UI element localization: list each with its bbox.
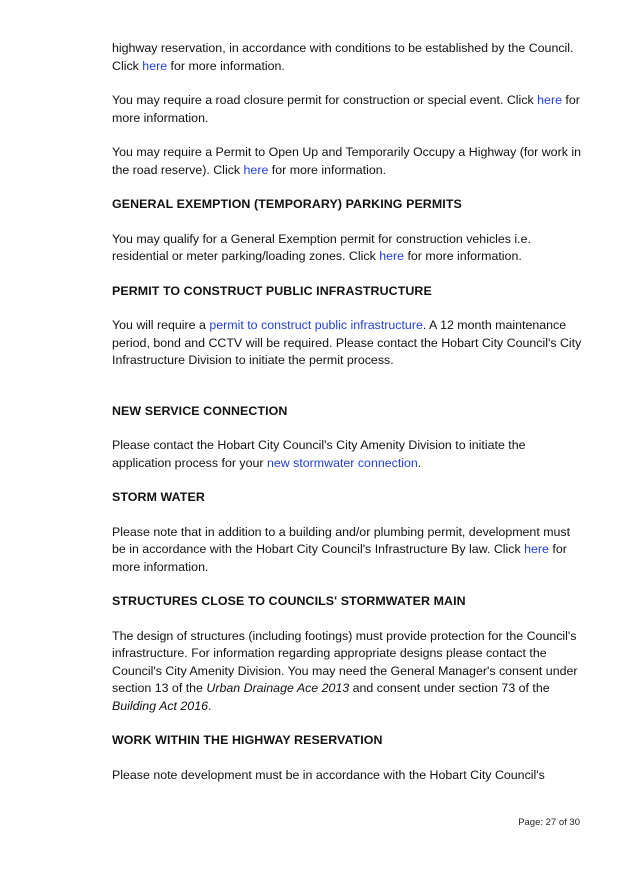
paragraph-general-exemption bbox=[112, 231, 584, 266]
paragraph-text: for more information. bbox=[112, 93, 580, 125]
stormwater-connection-link[interactable]: new stormwater connection bbox=[266, 455, 418, 470]
heading-public-infrastructure: PERMIT TO CONSTRUCT PUBLIC INFRASTRUCTURE bbox=[112, 283, 432, 298]
paragraph-highway-development bbox=[112, 767, 584, 785]
paragraph-structures-stormwater bbox=[112, 628, 584, 716]
paragraph-text: for more information. bbox=[268, 162, 387, 177]
paragraph-text: You may qualify for a General Exemption permit for construction vehicles i.e. residential or meter parking/loading zones. Click bbox=[112, 231, 531, 263]
act-title-building-act: Building Act 2016 bbox=[112, 698, 208, 713]
heading-new-service-connection: NEW SERVICE CONNECTION bbox=[112, 403, 288, 418]
here-link[interactable]: here bbox=[379, 249, 405, 263]
paragraph-text: for more information. bbox=[167, 58, 285, 73]
act-title-urban-drainage: Urban Drainage Ace 2013 bbox=[206, 681, 350, 695]
paragraph-text: . bbox=[207, 698, 212, 713]
page-content bbox=[112, 40, 584, 784]
here-link[interactable]: here bbox=[142, 58, 168, 73]
heading-highway-reservation: WORK WITHIN THE HIGHWAY RESERVATION bbox=[112, 733, 383, 747]
paragraph-text: You may require a Permit to Open Up and Temporarily Occupy a Highway (for work in the road reserve). Click bbox=[112, 145, 581, 177]
permit-link[interactable]: permit to construct public infrastructure bbox=[209, 318, 423, 332]
paragraph-text: for more information. bbox=[404, 249, 522, 263]
paragraph-road-closure bbox=[112, 92, 584, 127]
paragraph-text: Please contact the Hobart City Council's City Amenity Division to initiate the application process for your bbox=[112, 438, 526, 470]
paragraph-text: The design of structures (including footings) must provide protection for the Council's infrastructure. For information regarding appropriate designs please contact the Council's City Amenity Division. You may need the General Manager's consent under section 13 of the bbox=[112, 628, 578, 695]
paragraph-text: You will require a bbox=[112, 318, 210, 332]
here-link[interactable]: here bbox=[243, 162, 269, 177]
paragraph-highway-reservation-conditions bbox=[112, 40, 584, 75]
paragraph-text: . A 12 month maintenance period, bond and CCTV will be required. Please contact the Hobart City Council's City Infrastructure Division to initiate the permit process. bbox=[112, 318, 582, 367]
here-link[interactable]: here bbox=[537, 93, 562, 107]
page-number: Page: 27 of 30 bbox=[518, 817, 580, 828]
here-link[interactable]: here bbox=[524, 542, 549, 556]
paragraph-text: Please note that in addition to a building and/or plumbing permit, development must be in accordance with the Hobart City Council's Infrastructure By law. Click bbox=[112, 524, 571, 556]
paragraph-text: and consent under section 73 of the bbox=[349, 681, 550, 695]
paragraph-text: Please note development must be in accordance with the Hobart City Council's bbox=[112, 767, 545, 782]
heading-general-exemption: GENERAL EXEMPTION (TEMPORARY) PARKING PERMITS bbox=[112, 197, 462, 211]
heading-storm-water: STORM WATER bbox=[112, 490, 205, 504]
paragraph-storm-water bbox=[112, 524, 584, 577]
paragraph-text: . bbox=[417, 455, 422, 470]
paragraph-permit-open-highway bbox=[112, 144, 584, 179]
paragraph-public-infrastructure bbox=[112, 317, 584, 370]
heading-structures-stormwater: STRUCTURES CLOSE TO COUNCILS' STORMWATER MAIN bbox=[112, 594, 466, 608]
paragraph-text: for more information. bbox=[112, 542, 567, 574]
paragraph-new-service-connection bbox=[112, 437, 584, 472]
paragraph-text: highway reservation, in accordance with conditions to be established by the Council. Click bbox=[112, 41, 574, 73]
paragraph-text: You may require a road closure permit for construction or special event. Click bbox=[112, 93, 538, 107]
